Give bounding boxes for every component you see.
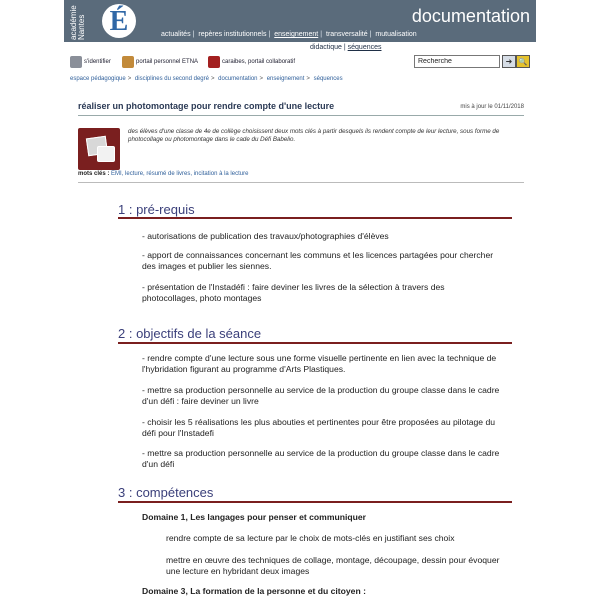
academy-logo[interactable] — [68, 2, 138, 42]
breadcrumb-item[interactable]: séquences — [313, 76, 343, 82]
search-go-button[interactable] — [502, 55, 516, 68]
section-rule — [118, 342, 512, 344]
left-gutter — [0, 0, 64, 600]
user-icon — [70, 56, 82, 68]
breadcrumb-item[interactable]: enseignement — [266, 76, 305, 82]
nav-item-actualites[interactable]: actualités — [161, 31, 191, 38]
list-item: mettre en œuvre des techniques de collage, montage, découpage, dessin pour évoquer une lecture en hybridant deux images — [166, 555, 500, 576]
page-title: réaliser un photomontage pour rendre compte d'une lecture — [78, 101, 335, 111]
list-item: - choisir les 5 réalisations les plus abouties et pertinentes pour être proposées au pilotage du défi pour l'Instadefi — [142, 417, 496, 438]
keywords-label: mots clés : — [78, 171, 110, 177]
breadcrumb-item[interactable]: espace pédagogique — [70, 76, 126, 82]
toolbar — [64, 54, 536, 72]
magnifier-icon: 🔍 — [518, 59, 528, 66]
article-image — [78, 128, 120, 170]
logo-mark: É — [102, 4, 136, 38]
portal-label: portail personnel ETNA — [136, 59, 199, 65]
breadcrumb: espace pédagogique > disciplines du second degré > documentation > enseignement > séquences — [70, 76, 343, 82]
collab-label: caraibes, portail collaboratif — [222, 59, 296, 65]
portal-link[interactable] — [122, 56, 198, 68]
search-button[interactable] — [516, 55, 530, 68]
portal-icon — [122, 56, 134, 68]
keywords — [78, 171, 248, 177]
collab-link[interactable] — [208, 56, 295, 68]
nav-item-reperes[interactable]: repères institutionnels — [198, 31, 267, 38]
sub-nav: didactique | séquences — [310, 44, 382, 51]
list-item: rendre compte de sa lecture par le choix de mots-clés en justifiant ses choix — [166, 533, 455, 543]
section-title: 3 : compétences — [118, 485, 214, 500]
nav-item-enseignement[interactable]: enseignement — [274, 31, 319, 38]
list-item: - présentation de l'Instadéfi : faire deviner les livres de la sélection à travers des photocollages, photo montages — [142, 282, 445, 303]
divider — [78, 182, 524, 183]
nav-item-mutualisation[interactable]: mutualisation — [375, 31, 417, 38]
subnav-item-didactique[interactable]: didactique — [310, 44, 342, 51]
section-rule — [118, 217, 512, 219]
breadcrumb-item[interactable]: documentation — [218, 76, 258, 82]
collab-icon — [208, 56, 220, 68]
identify-label: s'identifier — [84, 59, 111, 65]
section-title: 1 : pré-requis — [118, 202, 195, 217]
main-nav: actualités | repères institutionnels | enseignement | transversalité | mutualisation — [161, 31, 417, 38]
logo-text: académie Nantes — [69, 5, 86, 40]
arrow-right-icon: ➜ — [505, 57, 513, 66]
nav-item-transversalite[interactable]: transversalité — [326, 31, 368, 38]
list-item: - apport de connaissances concernant les communs et les licences partagées pour chercher des images et publier les siennes. — [142, 250, 494, 271]
site-header — [64, 0, 536, 42]
section-rule — [118, 501, 512, 503]
list-item: - autorisations de publication des travaux/photographies d'élèves — [142, 231, 389, 241]
list-item: - mettre sa production personnelle au service de la production du groupe classe dans le cadre d'un défi : faire deviner un livre — [142, 385, 500, 406]
subnav-item-sequences[interactable]: séquences — [347, 44, 382, 51]
keywords-list[interactable]: EMI, lecture, résumé de livres, incitation à la lecture — [111, 171, 249, 177]
update-date: mis à jour le 01/11/2018 — [460, 104, 524, 110]
identify-link[interactable] — [70, 56, 111, 68]
site-title: documentation — [411, 6, 530, 26]
page — [64, 0, 536, 600]
list-item: - rendre compte d'une lecture sous une forme visuelle pertinente en lien avec la technique de l'hybridation figurant au programme d'Arts Plastiques. — [142, 353, 497, 374]
breadcrumb-item[interactable]: disciplines du second degré — [134, 76, 209, 82]
list-item: - mettre sa production personnelle au service de la production du groupe classe dans le cadre d'un défi — [142, 448, 500, 469]
search-input[interactable] — [414, 55, 500, 68]
section-title: 2 : objectifs de la séance — [118, 326, 262, 341]
article-header — [78, 101, 524, 116]
camera-icon — [97, 146, 115, 162]
domain-heading: Domaine 1, Les langages pour penser et communiquer — [142, 512, 366, 522]
domain-heading: Domaine 3, La formation de la personne et du citoyen : — [142, 586, 366, 596]
article-intro: des élèves d'une classe de 4e de collège choisissent deux mots clés à partir desquels ils rendent compte de leur lecture, sous forme de photocollage ou photomontage dans le cade du Défi Babelio. — [128, 128, 500, 143]
